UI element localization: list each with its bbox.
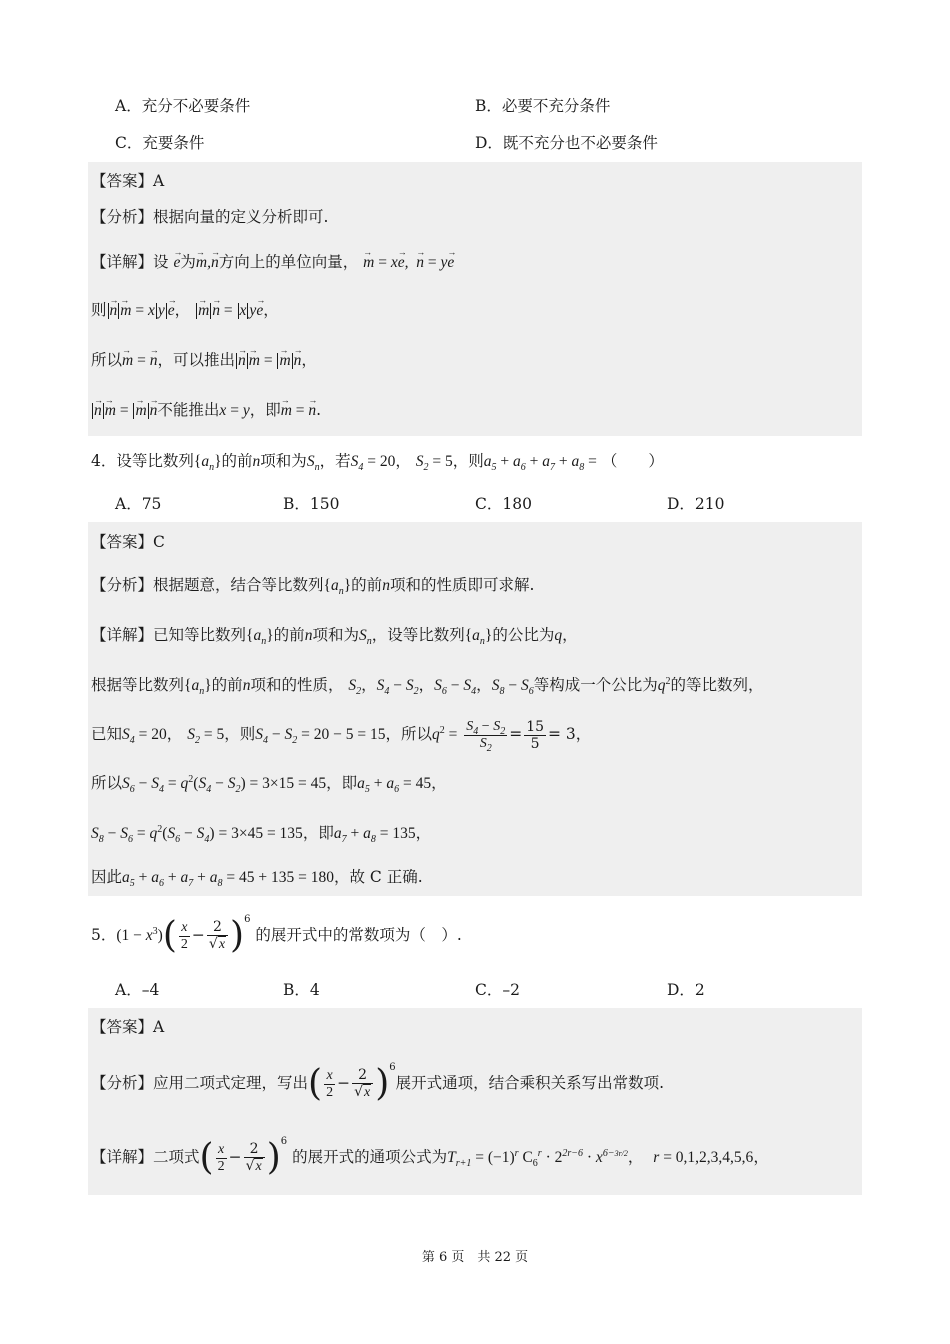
q3-detail-line3: 所以→ m = → n，可以推出→ n→ m = → m→ n， (91, 349, 317, 372)
q5-detail: 【详解】二项式( $\frac{x}{2}$ − $\frac{2}{√x}$ )$^6$ 的展开式的通项公式为$T_{r+1} = (-1)^r$ $C_6^r \cdot 2^{2r-6} \cdot x^{6-3r/2}$， r = 0,1,2,3,4,5,6， (91, 1136, 769, 1178)
q4-detail-line2: 根据等比数列$\{a_n\}$的前n项和的性质， $S_2$，$S_4 - S_2$，$S_6 - S_4$，$S_8 - S_6$等构成一个公比为$q^2$的等比数列， (91, 675, 764, 698)
q4-detail-line3: 已知$S_4 = 20$， $S_2 = 5$，则$S_4 - S_2 = 20 - 5 = 15$，所以$q^2$ = $\frac{S_4 - S_2}{S_2}$ = $\frac{15}{5}$ = 3， (91, 718, 592, 754)
q5-option-a: A．–4 (115, 981, 160, 999)
q4-option-b: B．150 (283, 495, 340, 513)
q3-detail-line4: → n→ m = → m→ n不能推出x = y，即→ m = → n. (91, 399, 321, 422)
q3-option-b: B．必要不充分条件 (475, 97, 611, 115)
q3-option-c: C．充要条件 (115, 134, 205, 152)
page-footer: 第 6 页 共 22 页 (421, 1250, 529, 1265)
q4-option-c: C．180 (475, 495, 532, 513)
q5-option-c: C．–2 (475, 981, 520, 999)
q3-option-a: A．充分不必要条件 (115, 97, 251, 115)
q4-analysis: 【分析】根据题意，结合等比数列$\{a_n\}$的前n项和的性质即可求解. (91, 576, 535, 598)
q4-answer: 【答案】C (91, 533, 165, 551)
q4-detail-line6: 因此$a_5 + a_6 + a_7 + a_8 = 45 + 135 = 180$，故 C 正确. (91, 868, 423, 890)
q4-detail-line4: 所以$S_6 - S_4 = q^2(S_4 - S_2) = 3\times 15 = 45$，即$a_5 + a_6 = 45$， (91, 773, 447, 796)
q4-option-d: D．210 (667, 495, 725, 513)
q3-detail-line1: 【详解】设 → e为→ m,→ n方向上的单位向量， → m = x→ e, → n = y→ e (91, 251, 454, 274)
q5-analysis: 【分析】应用二项式定理，写出( $\frac{x}{2}$ − $\frac{2}{√x}$ )$^6$展开式通项，结合乘积关系写出常数项. (91, 1062, 665, 1104)
q4-stem: 4．设等比数列$\{a_n\}$的前n项和为$S_n$，若$S_4 = 20$， $S_2 = 5$，则$a_5 + a_6 + a_7 + a_8$ = （ ） (91, 452, 664, 474)
q4-detail-line1: 【详解】已知等比数列$\{a_n\}$的前n项和为$S_n$，设等比数列$\{a_n\}$的公比为q， (91, 626, 578, 648)
q5-answer: 【答案】A (91, 1018, 165, 1036)
q3-detail-line2: 则→ n→ m = x y→ e， → m→ n = x y→ e， (91, 299, 279, 322)
q5-option-b: B．4 (283, 981, 320, 999)
q4-option-a: A．75 (115, 495, 162, 513)
q3-answer: 【答案】A (91, 172, 165, 190)
q3-option-d: D．既不充分也不必要条件 (475, 134, 658, 152)
q4-detail-line5: $S_8 - S_6 = q^2(S_6 - S_4) = 3\times 45 = 135$，即$a_7 + a_8 = 135$， (91, 823, 432, 846)
q5-option-d: D．2 (667, 981, 705, 999)
q5-stem: 5．$(1 - x^3)$( $\frac{x}{2}$ − $\frac{2}{√x}$ )$^6$ 的展开式中的常数项为（ ）. (91, 914, 462, 956)
q3-analysis: 【分析】根据向量的定义分析即可. (91, 208, 329, 226)
